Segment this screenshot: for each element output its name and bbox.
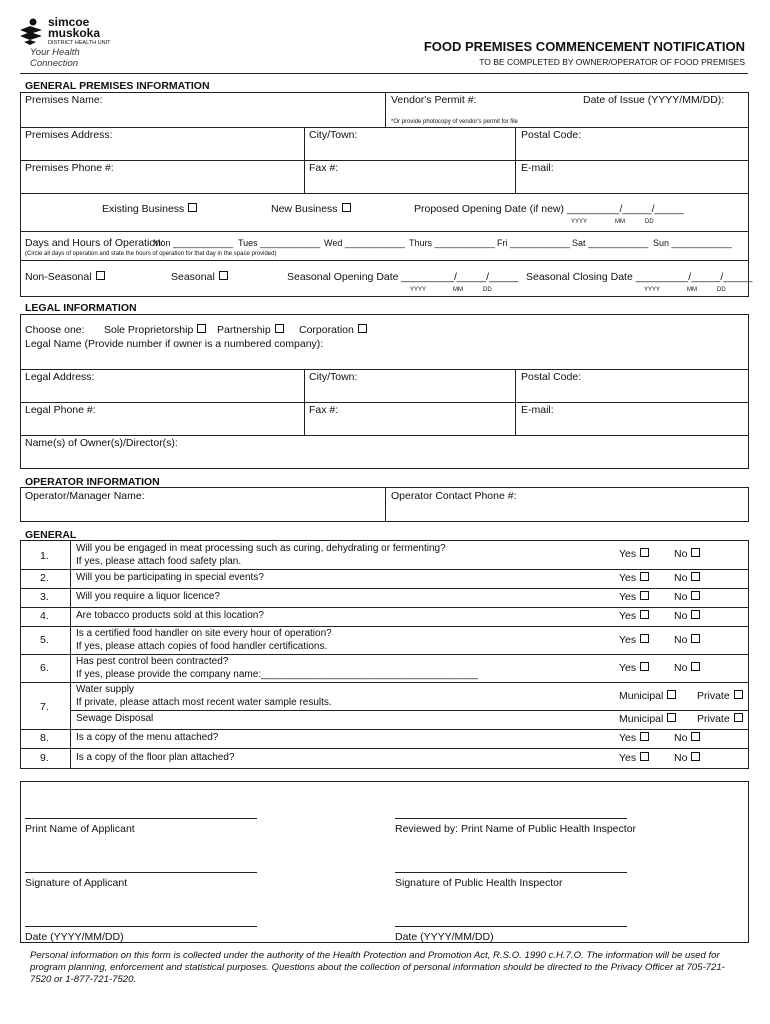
q9-no-checkbox[interactable] bbox=[691, 752, 700, 761]
reviewed-by-label: Reviewed by: Print Name of Public Health Inspector bbox=[395, 823, 637, 835]
close-dd: DD bbox=[717, 287, 726, 293]
day-thurs[interactable]: Thurs ____________ bbox=[409, 238, 495, 248]
days-hours-label: Days and Hours of Operation: bbox=[25, 237, 164, 249]
sig-inspector-label: Signature of Public Health Inspector bbox=[395, 877, 563, 889]
premises-fax-label: Fax #: bbox=[309, 162, 339, 174]
owners-label: Name(s) of Owner(s)/Director(s): bbox=[25, 437, 178, 449]
q6-text-a: Has pest control been contracted? bbox=[76, 656, 229, 667]
sig-inspector-line[interactable] bbox=[395, 872, 627, 873]
logo bbox=[18, 14, 118, 69]
corporation-option[interactable] bbox=[299, 324, 367, 336]
signature-box bbox=[20, 781, 749, 943]
sig-applicant-label: Signature of Applicant bbox=[25, 877, 128, 889]
premises-address-label: Premises Address: bbox=[25, 129, 113, 141]
q8-no[interactable]: No bbox=[674, 732, 700, 744]
q8-yes-checkbox[interactable] bbox=[640, 732, 649, 741]
q7-number: 7. bbox=[40, 701, 49, 713]
new-business-checkbox[interactable] bbox=[342, 203, 351, 212]
day-tues[interactable]: Tues ____________ bbox=[238, 238, 321, 248]
sole-prop-checkbox[interactable] bbox=[197, 324, 206, 333]
q4-yes[interactable]: Yes bbox=[619, 610, 649, 622]
logo-tagline: Your Health Connection bbox=[30, 47, 80, 69]
logo-line2: muskoka bbox=[48, 26, 101, 40]
proposed-opening-date: Proposed Opening Date (if new) _________/_____/_____ bbox=[414, 203, 684, 215]
q7-municipal-sewage[interactable]: Municipal bbox=[619, 713, 676, 725]
logo-line3: DISTRICT HEALTH UNIT bbox=[48, 40, 111, 46]
date-inspector-line[interactable] bbox=[395, 926, 627, 927]
corporation-label: Corporation bbox=[299, 324, 354, 336]
header-rule bbox=[20, 73, 748, 74]
choose-one-label: Choose one: bbox=[25, 324, 85, 336]
q7-private-water[interactable]: Private bbox=[697, 690, 743, 702]
q9-text: Is a copy of the floor plan attached? bbox=[76, 752, 235, 763]
q5-no[interactable]: No bbox=[674, 634, 700, 646]
q3-yes-checkbox[interactable] bbox=[640, 591, 649, 600]
open-mm: MM bbox=[453, 287, 463, 293]
days-note: (Circle all days of operation and state the hours of operation for that day in the space provided) bbox=[25, 251, 277, 257]
form-subtitle: TO BE COMPLETED BY OWNER/OPERATOR OF FOOD PREMISES bbox=[479, 57, 745, 67]
sole-prop-label: Sole Proprietorship bbox=[104, 324, 194, 336]
q1-number: 1. bbox=[40, 550, 49, 562]
partnership-option[interactable] bbox=[217, 324, 284, 336]
premises-city-label: City/Town: bbox=[309, 129, 358, 141]
sole-prop-option[interactable] bbox=[104, 324, 206, 336]
legal-city-label: City/Town: bbox=[309, 371, 358, 383]
legal-email-label: E-mail: bbox=[521, 404, 554, 416]
q2-no-checkbox[interactable] bbox=[691, 572, 700, 581]
date-inspector-label: Date (YYYY/MM/DD) bbox=[395, 931, 494, 943]
sig-applicant-line[interactable] bbox=[25, 872, 257, 873]
q2-yes[interactable]: Yes bbox=[619, 572, 649, 584]
new-business-option[interactable] bbox=[271, 203, 351, 215]
seasonal-checkbox[interactable] bbox=[219, 271, 228, 280]
permit-note: *Or provide photocopy of vendor's permit for file bbox=[391, 119, 518, 125]
q2-text: Will you be participating in special events? bbox=[76, 572, 264, 583]
section-general: GENERAL bbox=[25, 529, 77, 541]
privacy-notice: Personal information on this form is collected under the authority of the Health Protection and Promotion Act, R.S.O. 1990 c.H.7.O. The information will be used for program planning, enforcement and statistical purposes. Questions about the collection of personal information should be directed to the Privacy Officer at 705-721-7520 or 1-877-721-7520. bbox=[30, 950, 725, 985]
partnership-checkbox[interactable] bbox=[275, 324, 284, 333]
new-business-label: New Business bbox=[271, 203, 338, 215]
corporation-checkbox[interactable] bbox=[358, 324, 367, 333]
day-sun[interactable]: Sun ____________ bbox=[653, 238, 732, 248]
q7-municipal-water[interactable]: Municipal bbox=[619, 690, 676, 702]
q3-text: Will you require a liquor licence? bbox=[76, 591, 220, 602]
seasonal-label: Seasonal bbox=[171, 271, 215, 283]
q7-text-c: Sewage Disposal bbox=[76, 713, 154, 724]
q5-number: 5. bbox=[40, 634, 49, 646]
q3-number: 3. bbox=[40, 591, 49, 603]
date-of-issue-label: Date of Issue (YYYY/MM/DD): bbox=[583, 94, 725, 106]
non-seasonal-label: Non-Seasonal bbox=[25, 271, 92, 283]
q2-no[interactable]: No bbox=[674, 572, 700, 584]
q7-private-sewage[interactable]: Private bbox=[697, 713, 743, 725]
q4-no-checkbox[interactable] bbox=[691, 610, 700, 619]
legal-phone-label: Legal Phone #: bbox=[25, 404, 96, 416]
logo-emblem-icon bbox=[18, 18, 44, 46]
q5-text-a: Is a certified food handler on site every hour of operation? bbox=[76, 628, 332, 639]
q7-private-sewage-checkbox[interactable] bbox=[734, 713, 743, 722]
q8-yes[interactable]: Yes bbox=[619, 732, 649, 744]
date-applicant-line[interactable] bbox=[25, 926, 257, 927]
open-yyyy: YYYY bbox=[410, 287, 427, 293]
operator-phone-label: Operator Contact Phone #: bbox=[391, 490, 517, 502]
q5-yes-checkbox[interactable] bbox=[640, 634, 649, 643]
seasonal-closing-date: Seasonal Closing Date _________/_____/_____ bbox=[526, 271, 753, 283]
q4-number: 4. bbox=[40, 610, 49, 622]
existing-business-option[interactable] bbox=[102, 203, 197, 215]
q1-yes[interactable]: Yes bbox=[619, 548, 649, 560]
close-mm: MM bbox=[687, 287, 697, 293]
q5-yes[interactable]: Yes bbox=[619, 634, 649, 646]
close-yyyy: YYYY bbox=[644, 287, 661, 293]
existing-business-checkbox[interactable] bbox=[188, 203, 197, 212]
proposed-yyyy: YYYY bbox=[571, 219, 588, 225]
existing-business-label: Existing Business bbox=[102, 203, 185, 215]
q3-yes[interactable]: Yes bbox=[619, 591, 649, 603]
q6-yes[interactable]: Yes bbox=[619, 662, 649, 674]
q1-yes-checkbox[interactable] bbox=[640, 548, 649, 557]
q9-no[interactable]: No bbox=[674, 752, 700, 764]
section-legal: LEGAL INFORMATION bbox=[25, 302, 137, 314]
premises-phone-label: Premises Phone #: bbox=[25, 162, 114, 174]
q1-no[interactable]: No bbox=[674, 548, 700, 560]
q8-number: 8. bbox=[40, 732, 49, 744]
q8-no-checkbox[interactable] bbox=[691, 732, 700, 741]
q6-yes-checkbox[interactable] bbox=[640, 662, 649, 671]
q9-yes-checkbox[interactable] bbox=[640, 752, 649, 761]
day-fri[interactable]: Fri ____________ bbox=[497, 238, 571, 248]
vendors-permit-label: Vendor's Permit #: bbox=[391, 94, 477, 106]
premises-postal-label: Postal Code: bbox=[521, 129, 582, 141]
section-general-premises: GENERAL PREMISES INFORMATION bbox=[25, 80, 210, 92]
q8-text: Is a copy of the menu attached? bbox=[76, 732, 219, 743]
partnership-label: Partnership bbox=[217, 324, 271, 336]
legal-address-label: Legal Address: bbox=[25, 371, 95, 383]
seasonal-opening-date: Seasonal Opening Date _________/_____/_____ bbox=[287, 271, 519, 283]
seasonal-option[interactable] bbox=[171, 271, 228, 283]
premises-email-label: E-mail: bbox=[521, 162, 554, 174]
q4-text: Are tobacco products sold at this location? bbox=[76, 610, 264, 621]
reviewed-by-line[interactable] bbox=[395, 818, 627, 819]
form-title: FOOD PREMISES COMMENCEMENT NOTIFICATION bbox=[423, 39, 745, 54]
q1-text-b: If yes, please attach food safety plan. bbox=[76, 556, 242, 567]
q7-municipal-sewage-checkbox[interactable] bbox=[667, 713, 676, 722]
q4-yes-checkbox[interactable] bbox=[640, 610, 649, 619]
q3-no[interactable]: No bbox=[674, 591, 700, 603]
logo-line1: simcoe bbox=[48, 15, 90, 29]
day-sat[interactable]: Sat ____________ bbox=[572, 238, 649, 248]
q7-private-water-checkbox[interactable] bbox=[734, 690, 743, 699]
q1-no-checkbox[interactable] bbox=[691, 548, 700, 557]
q6-text-b[interactable]: If yes, please provide the company name:_______________________________________ bbox=[76, 669, 479, 680]
q6-number: 6. bbox=[40, 662, 49, 674]
q4-no[interactable]: No bbox=[674, 610, 700, 622]
q3-no-checkbox[interactable] bbox=[691, 591, 700, 600]
q2-number: 2. bbox=[40, 572, 49, 584]
operator-name-label: Operator/Manager Name: bbox=[25, 490, 145, 502]
q7-text-a: Water supply bbox=[76, 684, 134, 695]
q1-text-a: Will you be engaged in meat processing such as curing, dehydrating or fermenting? bbox=[76, 543, 446, 554]
premises-name-label: Premises Name: bbox=[25, 94, 103, 106]
legal-fax-label: Fax #: bbox=[309, 404, 339, 416]
day-mon[interactable]: Mon ____________ bbox=[153, 238, 234, 248]
non-seasonal-option[interactable] bbox=[25, 271, 105, 283]
date-applicant-label: Date (YYYY/MM/DD) bbox=[25, 931, 124, 943]
proposed-mm: MM bbox=[615, 219, 625, 225]
q7-text-b: If private, please attach most recent water sample results. bbox=[76, 697, 332, 708]
q7-municipal-water-checkbox[interactable] bbox=[667, 690, 676, 699]
q9-yes[interactable]: Yes bbox=[619, 752, 649, 764]
open-dd: DD bbox=[483, 287, 492, 293]
q2-yes-checkbox[interactable] bbox=[640, 572, 649, 581]
q5-text-b: If yes, please attach copies of food handler certifications. bbox=[76, 641, 328, 652]
print-applicant-line[interactable] bbox=[25, 818, 257, 819]
q6-no-checkbox[interactable] bbox=[691, 662, 700, 671]
q5-no-checkbox[interactable] bbox=[691, 634, 700, 643]
q6-no[interactable]: No bbox=[674, 662, 700, 674]
print-applicant-label: Print Name of Applicant bbox=[25, 823, 135, 835]
day-wed[interactable]: Wed ____________ bbox=[324, 238, 405, 248]
legal-name-label: Legal Name (Provide number if owner is a numbered company): bbox=[25, 338, 324, 350]
q9-number: 9. bbox=[40, 752, 49, 764]
section-operator: OPERATOR INFORMATION bbox=[25, 476, 160, 488]
proposed-dd: DD bbox=[645, 219, 654, 225]
legal-postal-label: Postal Code: bbox=[521, 371, 582, 383]
non-seasonal-checkbox[interactable] bbox=[96, 271, 105, 280]
